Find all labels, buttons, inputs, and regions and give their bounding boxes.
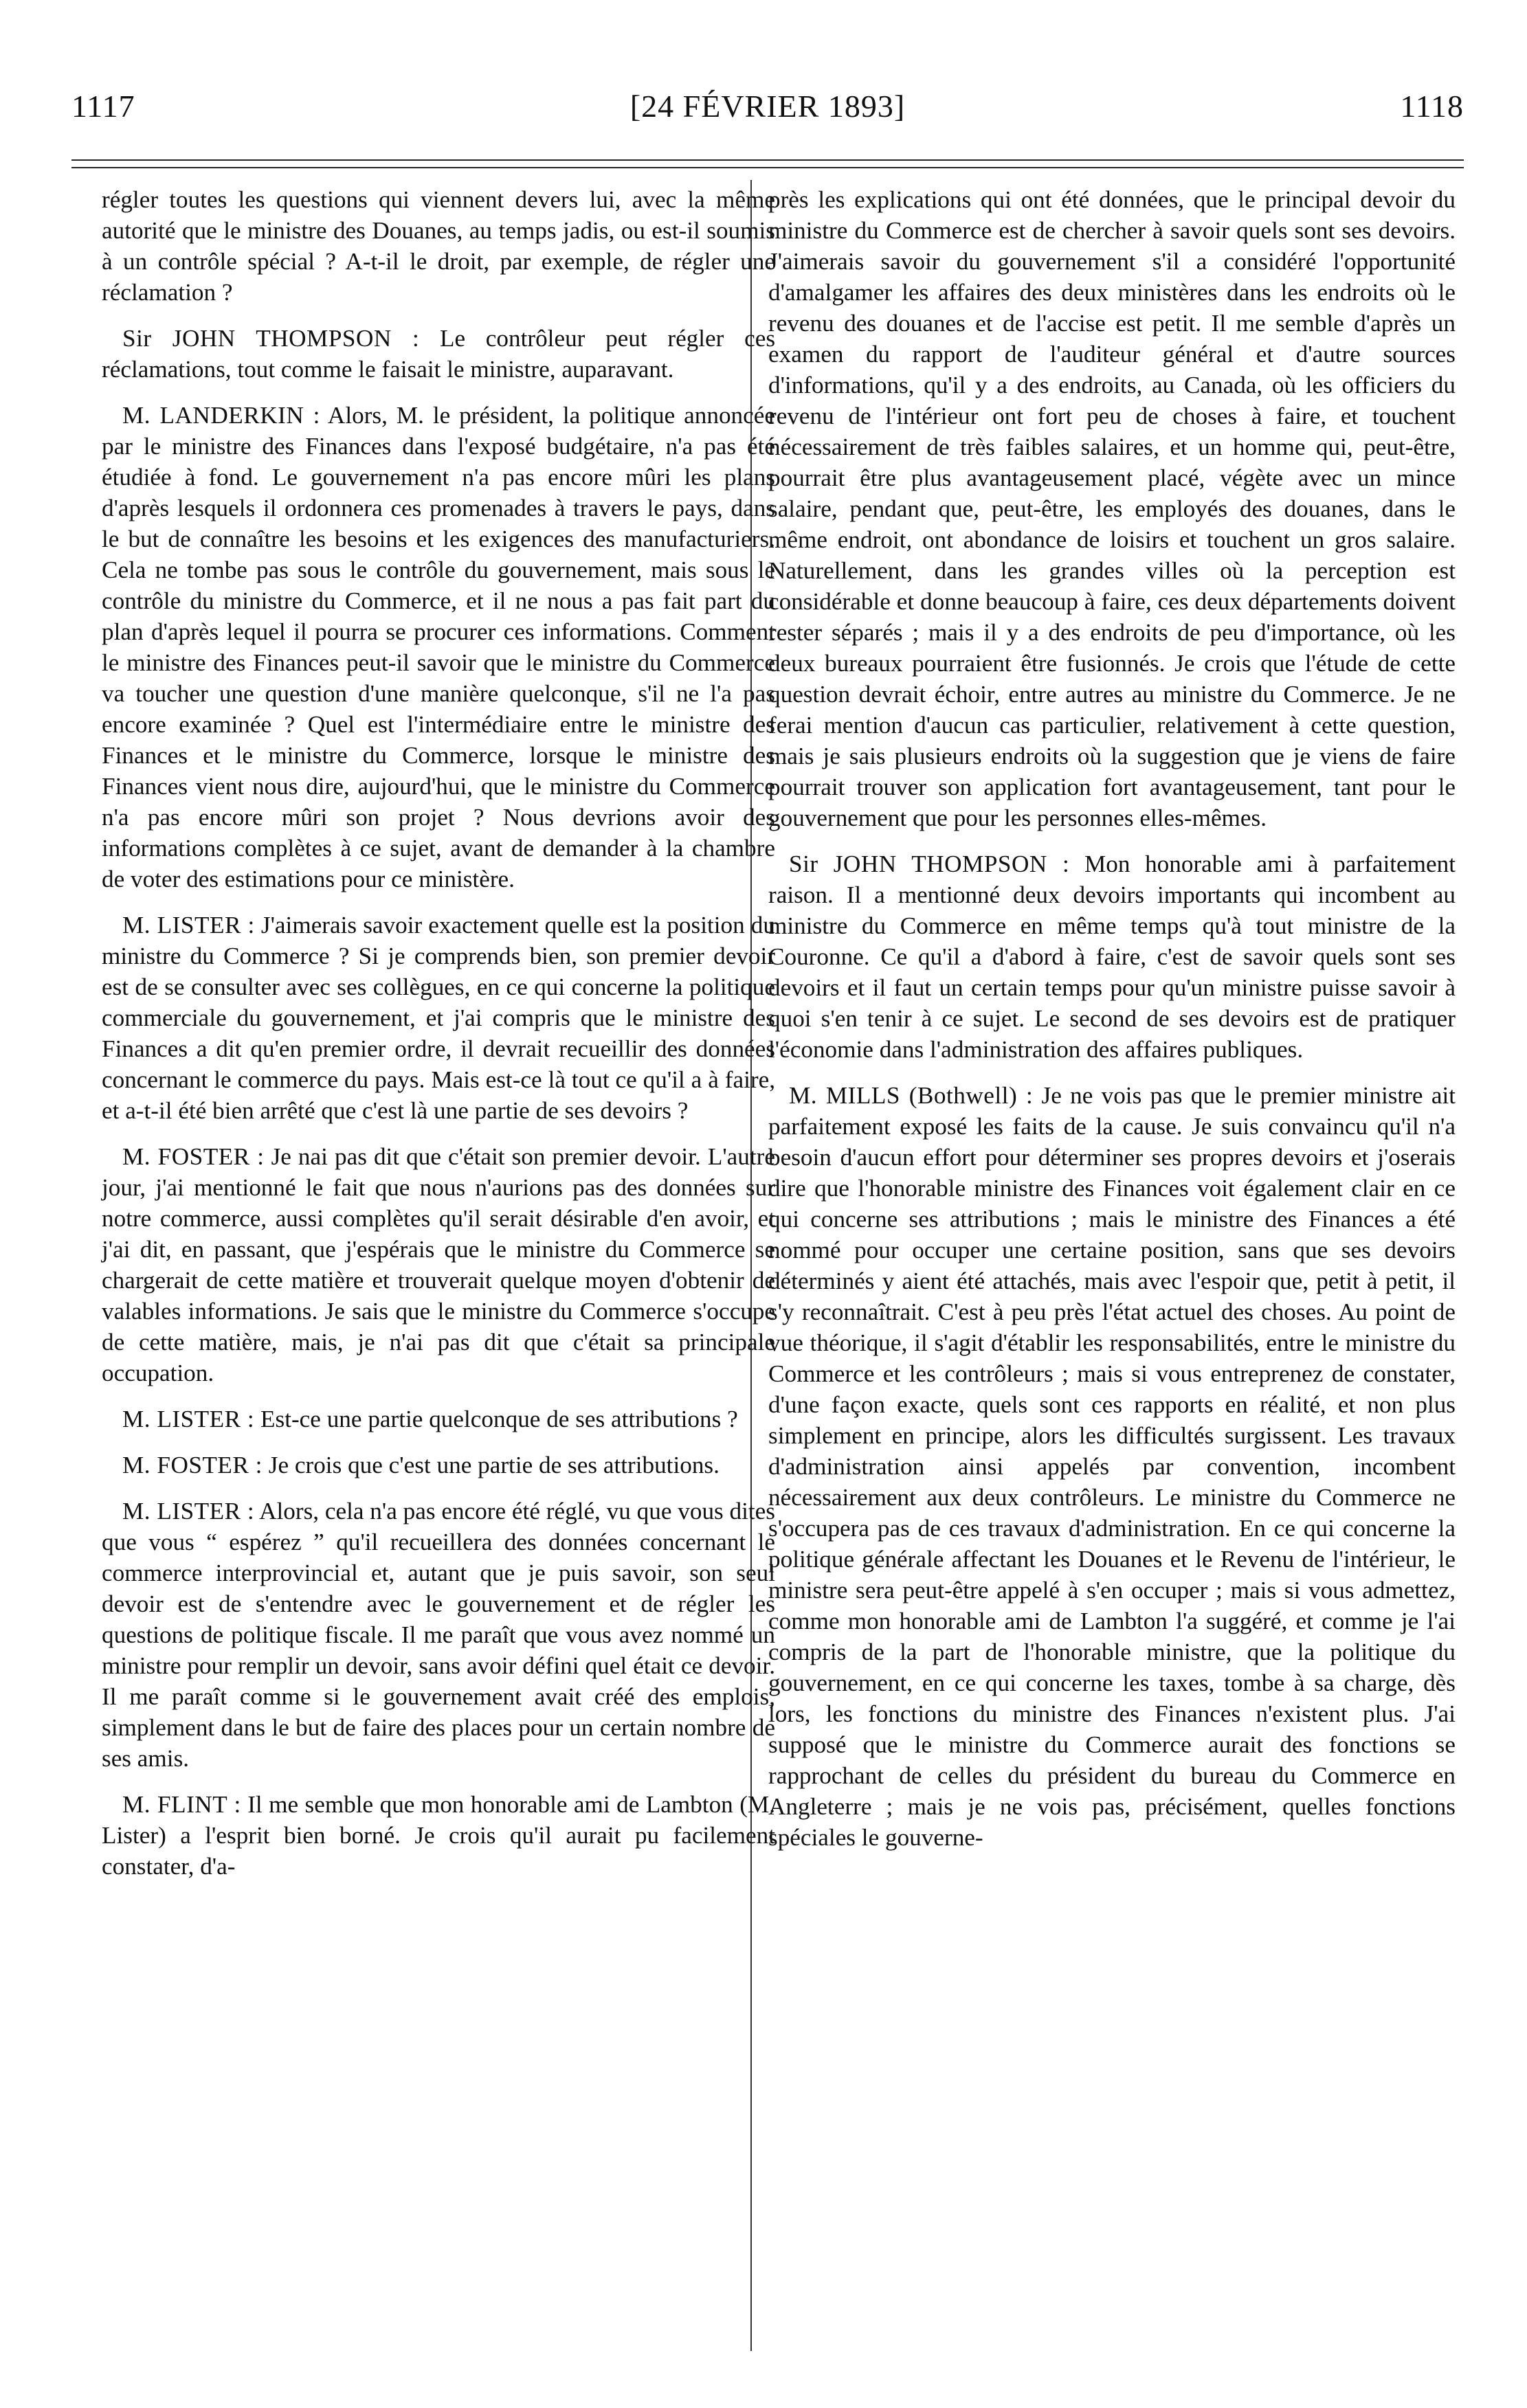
speech-text: Est-ce une partie quelconque de ses attributions ? bbox=[260, 1406, 738, 1432]
speaker-name: M. FLINT : bbox=[122, 1791, 241, 1818]
page-date: [24 FÉVRIER 1893] bbox=[629, 89, 906, 124]
speaker-name: M. LISTER : bbox=[122, 1498, 255, 1524]
paragraph bbox=[102, 1141, 775, 1388]
speech-text: près les explications qui ont été données, que le principal devoir du ministre du Commerce est de chercher à savoir quels sont ses devoirs. J'aimerais savoir du gouvernement s'il a considéré l'opportunité d'amalgamer les affaires des deux ministères dans les endroits où le revenu des douanes et de l'accise est petit. Il me semble d'après un examen du rapport de l'auditeur général et d'autre sources d'informations, qu'il y a des endroits, au Canada, où les officiers du revenu de l'intérieur ont fort peu de choses à faire, et touchent nécessairement de très faibles salaires, et un homme qui, peut-être, pourrait être plus avantageusement placé, végète avec un mince salaire, pendant que, peut-être, les employés des douanes, dans le même endroit, ont abondance de loisirs et touchent un gros salaire. Naturellement, dans les grandes villes où la perception est considérable et donne beaucoup à faire, ces deux départements doivent rester séparés ; mais il y a des endroits de peu d'importance, où les deux bureaux pourraient être fusionnés. Je crois que l'étude de cette question devrait échoir, entre autres au ministre du Commerce. Je ne ferai mention d'aucun cas particulier, relativement à cette question, mais je sais plusieurs endroits où la suggestion que je viens de faire pourrait trouver son application fort avantageusement, tant pour le gouvernement que pour les personnes elles-mêmes. bbox=[768, 186, 1456, 831]
paragraph bbox=[102, 1450, 775, 1481]
header-rule-top bbox=[71, 159, 1464, 161]
speaker-name: Sir JOHN THOMPSON : bbox=[122, 325, 420, 352]
page-number-left: 1117 bbox=[71, 89, 135, 124]
page-header bbox=[71, 88, 1464, 136]
left-column bbox=[102, 184, 775, 1897]
paragraph bbox=[768, 1080, 1456, 1853]
speech-text: régler toutes les questions qui viennent devers lui, avec la même autorité que le ministre des Douanes, au temps jadis, ou est-il soumis à un contrôle spécial ? A-t-il le droit, par exemple, de régler une réclamation ? bbox=[102, 186, 775, 306]
paragraph bbox=[102, 1404, 775, 1434]
paragraph bbox=[102, 1496, 775, 1774]
right-column bbox=[768, 184, 1456, 1868]
speech-text: Je nai pas dit que c'était son premier devoir. L'autre jour, j'ai mentionné le fait que nous n'aurions pas des données sur notre commerce, aussi complètes qu'il serait désirable d'en avoir, et j'ai dit, en passant, que j'espérais que le ministre du Commerce se chargerait de cette matière et trouverait quelque moyen d'obtenir de valables informations. Je sais que le ministre du Commerce s'occupe de cette matière, mais, je n'ai pas dit que c'était sa principale occupation. bbox=[102, 1143, 775, 1386]
paragraph bbox=[102, 1789, 775, 1882]
speech-text: J'aimerais savoir exactement quelle est la position du ministre du Commerce ? Si je comprends bien, son premier devoir est de se consulter avec ses collègues, en ce qui concerne la politique commerciale du gouvernement, et j'ai compris que le ministre des Finances a dit qu'en premier ordre, il devrait recueillir des données concernant le commerce du pays. Mais est-ce là tout ce qu'il a à faire, et a-t-il été bien arrêté que c'est là une partie de ses devoirs ? bbox=[102, 912, 775, 1124]
speech-text: Mon honorable ami à parfaitement raison. Il a mentionné deux devoirs importants qui incombent au ministre du Commerce en même temps qu'à tout ministre de la Couronne. Ce qu'il a d'abord à faire, c'est de savoir quels sont ses devoirs et il faut un certain temps pour qu'un ministre puisse savoir à quoi s'en tenir à ce sujet. Le second de ses devoirs est de pratiquer l'économie dans l'administration des affaires publiques. bbox=[768, 851, 1456, 1063]
speech-text: Il me semble que mon honorable ami de Lambton (M. Lister) a l'esprit bien borné. Je crois qu'il aurait pu facilement constater, d'a- bbox=[102, 1791, 776, 1880]
speech-text: Je crois que c'est une partie de ses attributions. bbox=[268, 1452, 720, 1478]
speaker-name: M. MILLS (Bothwell) : bbox=[789, 1082, 1034, 1109]
paragraph bbox=[102, 184, 775, 308]
speaker-name: M. LISTER : bbox=[122, 1406, 255, 1432]
speaker-name: M. FOSTER : bbox=[122, 1143, 265, 1170]
speech-text: Alors, M. le président, la politique annoncée par le ministre des Finances dans l'exposé budgétaire, n'a pas été étudiée à fond. Le gouvernement n'a pas encore mûri les plans d'après lesquels il ordonnera ces promenades à travers le pays, dans le but de connaître les besoins et les exigences des manufacturiers. Cela ne tombe pas sous le contrôle du gouvernement, mais sous le contrôle du ministre du Commerce, et il ne nous a pas fait part du plan d'après lequel il pourra se procurer ces informations. Comment le ministre des Finances peut-il savoir que le ministre du Commerce va toucher une question d'une manière quelconque, s'il ne l'a pas encore examinée ? Quel est l'intermédiaire entre le ministre des Finances et le ministre du Commerce, lorsque le ministre des Finances vient nous dire, aujourd'hui, que le ministre du Commerce n'a pas encore mûri son projet ? Nous devrions avoir des informations complètes à ce sujet, avant de demander à la chambre de voter des estimations pour ce ministère. bbox=[102, 402, 776, 892]
page-number-right: 1118 bbox=[1400, 89, 1464, 124]
paragraph bbox=[768, 848, 1456, 1065]
speech-text: Le contrôleur peut régler ces réclamations, tout comme le faisait le ministre, auparavant. bbox=[102, 325, 776, 383]
paragraph bbox=[768, 184, 1456, 833]
paragraph bbox=[102, 400, 775, 894]
speaker-name: M. FOSTER : bbox=[122, 1452, 263, 1478]
speaker-name: Sir JOHN THOMPSON : bbox=[789, 851, 1070, 877]
paragraph bbox=[102, 323, 775, 385]
speech-text: Alors, cela n'a pas encore été réglé, vu que vous dites que vous “ espérez ” qu'il recueillera des données concernant le commerce interprovincial et, autant que je puis savoir, son seul devoir est de s'entendre avec le gouvernement et de régler les questions de politique fiscale. Il me paraît que vous avez nommé un ministre pour remplir un devoir, sans avoir défini quel était ce devoir. Il me paraît comme si le gouvernement avait créé des emplois, simplement dans le but de faire des places pour un certain nombre de ses amis. bbox=[102, 1498, 775, 1772]
speaker-name: M. LANDERKIN : bbox=[122, 402, 320, 429]
speech-text: Je ne vois pas que le premier ministre ait parfaitement exposé les faits de la cause. Je suis convaincu qu'il n'a besoin d'aucun effort pour déterminer ses propres devoirs et j'oserais dire que l'honorable ministre des Finances voit également clair en ce qui concerne ses attributions ; mais le ministre des Finances a été nommé pour occuper une certaine position, sans que ses devoirs déterminés y aient été attachés, mais avec l'espoir que, petit à petit, il s'y reconnaîtrait. C'est à peu près l'état actuel des choses. Au point de vue théorique, il s'agit d'établir les responsabilités, entre le ministre du Commerce et les contrôleurs ; mais si vous entreprenez de constater, d'une façon exacte, quels sont ces rapports en réalité, et non plus simplement en principe, alors les difficultés surgissent. Les travaux d'administration ainsi appelés par convention, incombent nécessairement aux deux contrôleurs. Le ministre du Commerce ne s'occupera pas de ces travaux d'administration. En ce qui concerne la politique générale affectant les Douanes et le Revenu de l'intérieur, le ministre sera peut-être appelé à s'en occuper ; mais si vous admettez, comme mon honorable ami de Lambton l'a suggéré, et comme je l'ai compris de la part de l'honorable ministre, que la politique du gouvernement, en ce qui concerne les taxes, tombe à sa charge, dès lors, les fonctions du ministre des Finances n'existent plus. J'ai supposé que le ministre du Commerce aurait des fonctions se rapprochant de celles du président du bureau du Commerce en Angleterre ; mais je ne vois pas, précisément, quelles fonctions spéciales le gouverne- bbox=[768, 1082, 1456, 1851]
header-rule-bottom bbox=[71, 167, 1464, 168]
paragraph bbox=[102, 910, 775, 1126]
speaker-name: M. LISTER : bbox=[122, 912, 255, 938]
